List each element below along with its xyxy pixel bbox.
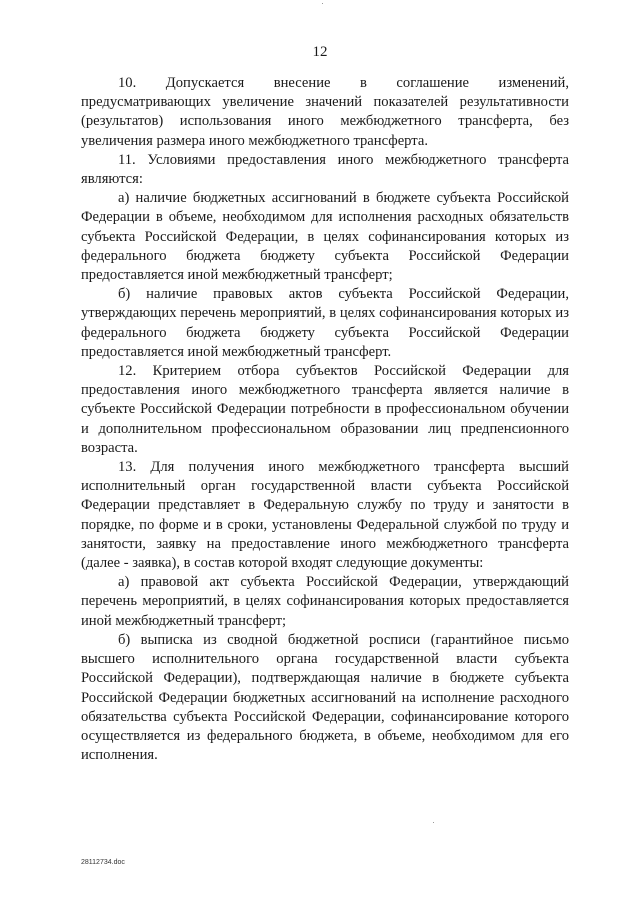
page-number: 12: [312, 44, 328, 60]
paragraph-13-a: а) правовой акт субъекта Российской Федерации, утверждающий перечень мероприятий, в целях софинансирования которых предоставляется иной межбюджетный трансферт;: [81, 574, 569, 629]
scan-speck: [433, 822, 434, 823]
paragraph-12: 12. Критерием отбора субъектов Российской Федерации для предоставления иного межбюджетного трансферта является наличие в субъекте Российской Федерации потребности в профессиональном обучении и дополнительном профессиональном образовании лиц предпенсионного возраста.: [81, 363, 569, 456]
paragraph-11-a: а) наличие бюджетных ассигнований в бюджете субъекта Российской Федерации в объеме, необходимом для исполнения расходных обязательств субъекта Российской Федерации, в целях софинансирования которых из федерального бюджета бюджету субъекта Российской Федерации предоставляется иной межбюджетный трансферт;: [81, 190, 569, 284]
paragraph-13: 13. Для получения иного межбюджетного трансферта высший исполнительный орган государственной власти субъекта Российской Федерации представляет в Федеральную службу по труду и занятости в порядке, по форме и в сроки, установлены Федеральной службой по труду и занятости, заявку на предоставление иного межбюджетного трансферта (далее - заявка), в состав которой входят следующие документы:: [81, 459, 569, 572]
paragraph-13-b: б) выписка из сводной бюджетной росписи (гарантийное письмо высшего исполнительного органа государственной власти субъекта Российской Федерации), подтверждающая наличие в бюджете субъекта Российской Федерации бюджетных ассигнований на исполнение расходного обязательства субъекта Российской Федерации, софинансирование которого осуществляется из федерального бюджета, в объеме, необходимом для его исполнения.: [81, 631, 569, 764]
document-body: [81, 74, 569, 765]
paragraph-11: 11. Условиями предоставления иного межбюджетного трансферта являются:: [81, 151, 569, 188]
paragraph-10: 10. Допускается внесение в соглашение изменений, предусматривающих увеличение значений показателей результативности (результатов) использования иного межбюджетного трансферта, без увеличения размера иного межбюджетного трансферта.: [81, 75, 569, 149]
file-name-footer: 28112734.doc: [81, 859, 125, 866]
paragraph-11-b: б) наличие правовых актов субъекта Российской Федерации, утверждающих перечень мероприятий, в целях софинансирования которых из федерального бюджета бюджету субъекта Российской Федерации предоставляется иной межбюджетный трансферт.: [81, 286, 569, 360]
scan-speck: [322, 3, 323, 4]
